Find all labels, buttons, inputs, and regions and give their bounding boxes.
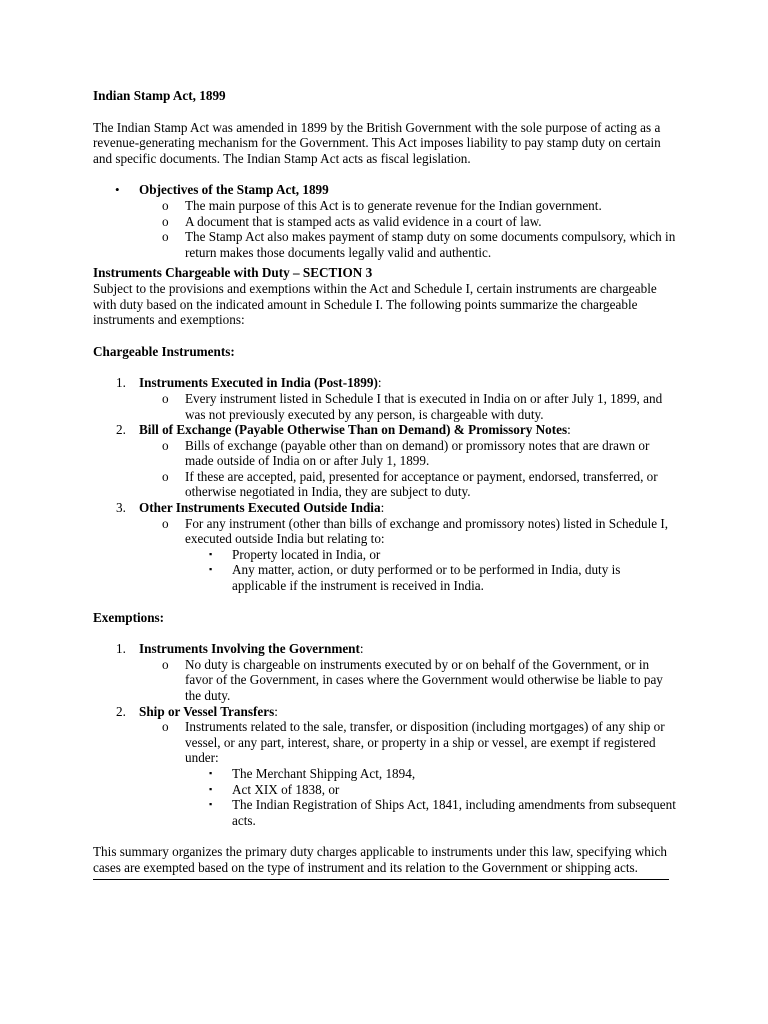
chargeable-item: 3. Other Instruments Executed Outside India: [93,500,677,516]
exemption-point: o Instruments related to the sale, transfer, or disposition (including mortgages) of any ship or vessel, or any part, interest, share, or property in a ship or vessel, are exempt if registered under: [93,719,677,766]
circle-bullet-icon: o [162,515,169,531]
chargeable-point: o Bills of exchange (payable other than on demand) or promissory notes that are drawn or made outside of India on or after July 1, 1899. [93,438,677,469]
objectives-list-item [93,182,677,198]
objective-item: o The Stamp Act also makes payment of stamp duty on some documents compulsory, which in return makes those documents legally valid and authentic. [93,229,677,260]
exemptions-heading: Exemptions: [93,609,165,625]
circle-bullet-icon: o [162,468,169,484]
exemption-subpoint: ▪ The Merchant Shipping Act, 1894, [93,766,677,782]
objective-item: o The main purpose of this Act is to generate revenue for the Indian government. [93,198,677,214]
chargeable-subpoint: ▪ Property located in India, or [93,547,677,563]
circle-bullet-icon: o [162,656,169,672]
exemption-item: 1. Instruments Involving the Government: [93,641,677,657]
circle-bullet-icon: o [162,213,169,229]
chargeable-item: 1. Instruments Executed in India (Post-1899): [93,375,677,391]
square-bullet-icon: ▪ [209,548,213,559]
list-number: 3. [116,500,126,516]
square-bullet-icon: ▪ [209,799,213,810]
chargeable-point: o For any instrument (other than bills of exchange and promissory notes) listed in Schedule I, executed outside India but relating to: [93,516,677,547]
list-number: 1. [116,641,126,657]
intro-paragraph: The Indian Stamp Act was amended in 1899 by the British Government with the sole purpose of acting as a revenue-generating mechanism for the Government. This Act imposes liability to pay stamp duty on certain and specific documents. The Indian Stamp Act acts as fiscal legislation. [93,119,661,166]
exemption-item-title: Ship or Vessel Transfers [139,703,275,719]
objective-item: o A document that is stamped acts as valid evidence in a court of law. [93,214,677,230]
exemption-point: o No duty is chargeable on instruments executed by or on behalf of the Government, or in favor of the Government, in cases where the Government would otherwise be liable to pay the duty. [93,657,677,704]
chargeable-item-title: Instruments Executed in India (Post-1899) [139,375,378,391]
chargeable-subpoint: ▪ Any matter, action, or duty performed or to be performed in India, duty is applicable if the instrument is received in India. [93,562,677,593]
square-bullet-icon: ▪ [209,783,213,794]
document-body [93,88,677,880]
document-title: Indian Stamp Act, 1899 [93,88,226,103]
exemption-subpoint: ▪ Act XIX of 1838, or [93,782,677,798]
circle-bullet-icon: o [162,390,169,406]
bullet-icon: • [115,182,120,198]
circle-bullet-icon: o [162,719,169,735]
chargeable-item-title: Bill of Exchange (Payable Otherwise Than on Demand) & Promissory Notes [139,422,568,438]
objectives-heading: Objectives of the Stamp Act, 1899 [139,182,329,198]
exemption-item: 2. Ship or Vessel Transfers: [93,704,677,720]
list-number: 2. [116,422,126,438]
square-bullet-icon: ▪ [209,564,213,575]
section3-heading: Instruments Chargeable with Duty – SECTION 3 [93,265,373,281]
chargeable-point: o If these are accepted, paid, presented for acceptance or payment, endorsed, transferred, or otherwise negotiated in India, they are subject to duty. [93,469,677,500]
square-bullet-icon: ▪ [209,767,213,778]
horizontal-rule [93,877,669,880]
section3-paragraph: Subject to the provisions and exemptions within the Act and Schedule I, certain instruments are chargeable with duty based on the indicated amount in Schedule I. The following points summarize the chargeable instruments and exemptions: [93,280,657,328]
chargeable-item: 2. Bill of Exchange (Payable Otherwise Than on Demand) & Promissory Notes: [93,422,677,438]
chargeable-item-title: Other Instruments Executed Outside India [139,500,381,516]
circle-bullet-icon: o [162,229,169,245]
summary-paragraph: This summary organizes the primary duty charges applicable to instruments under this law, specifying which cases are exempted based on the type of instrument and its relation to the Government or shipping acts. [93,844,668,875]
circle-bullet-icon: o [162,197,169,213]
chargeable-heading: Chargeable Instruments: [93,343,235,359]
circle-bullet-icon: o [162,437,169,453]
exemption-subpoint: ▪ The Indian Registration of Ships Act, 1841, including amendments from subsequent acts. [93,797,677,828]
list-number: 1. [116,375,126,391]
chargeable-point: o Every instrument listed in Schedule I that is executed in India on or after July 1, 1899, and was not previously executed by any person, is chargeable with duty. [93,391,677,422]
list-number: 2. [116,703,126,719]
exemption-item-title: Instruments Involving the Government [139,641,360,657]
